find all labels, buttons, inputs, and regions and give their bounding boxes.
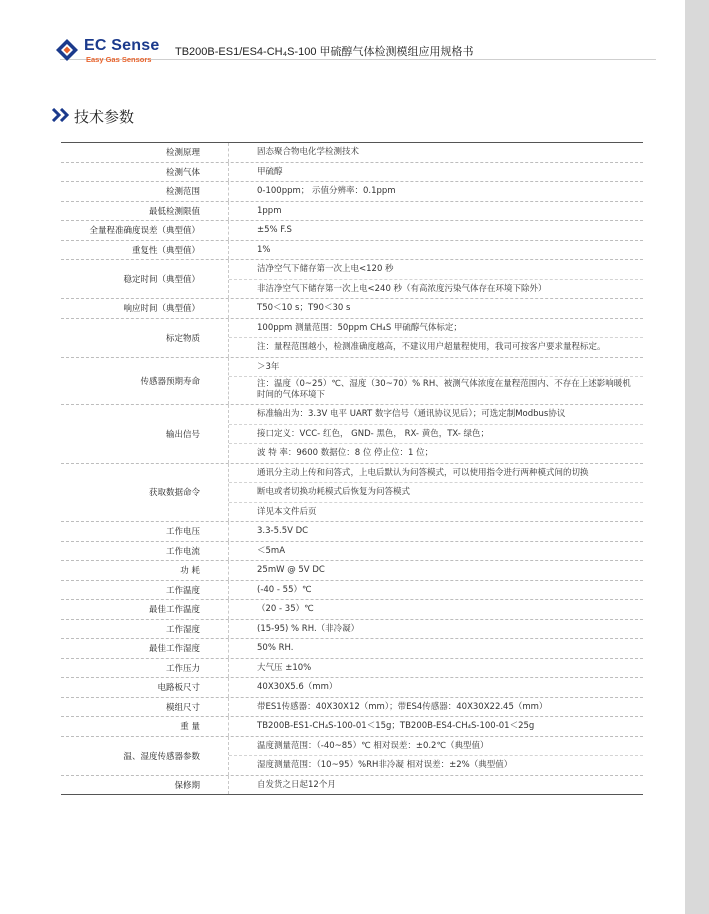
spec-label: 模组尺寸 [61, 698, 229, 717]
spec-row [61, 143, 643, 163]
spec-label: 传感器预期寿命 [61, 358, 229, 405]
spec-table [61, 142, 643, 795]
spec-value: (-40 - 55）℃ [257, 584, 312, 595]
spec-value: 详见本文件后页 [257, 506, 317, 517]
spec-label: 电路板尺寸 [61, 678, 229, 697]
spec-value: 温度测量范围：（-40~85）℃ 相对误差：±0.2℃（典型值） [229, 737, 643, 757]
spec-row [61, 241, 643, 261]
spec-row [61, 620, 643, 640]
brand-name: EC Sense [84, 37, 160, 54]
spec-label: 工作压力 [61, 659, 229, 678]
spec-label: 检测气体 [61, 163, 229, 182]
spec-value: 注：温度（0~25）℃、湿度（30~70）% RH、被测气体浓度在量程范围内、不存在上述影响暖机时间的气体环境下 [257, 379, 631, 400]
spec-label: 输出信号 [61, 405, 229, 463]
spec-row [61, 221, 643, 241]
spec-value: 大气压 ±10% [257, 662, 312, 673]
spec-row [61, 299, 643, 319]
spec-row [61, 260, 643, 299]
spec-value: 3.3-5.5V DC [257, 526, 309, 536]
spec-row [61, 659, 643, 679]
spec-value: 1ppm [257, 205, 282, 216]
spec-row [61, 678, 643, 698]
spec-value: 注：量程范围越小，检测准确度越高，不建议用户超量程使用，我司可按客户要求量程标定。 [257, 342, 606, 352]
section-title: 技术参数 [74, 109, 135, 126]
spec-label: 工作湿度 [61, 620, 229, 639]
spec-label: 工作电压 [61, 522, 229, 541]
spec-row [61, 202, 643, 222]
spec-row [61, 737, 643, 776]
spec-label: 最低检测限值 [61, 202, 229, 221]
spec-value: ＞3年 [229, 358, 643, 378]
spec-label: 重 量 [61, 717, 229, 736]
spec-label: 温、湿度传感器参数 [61, 737, 229, 775]
spec-row [61, 581, 643, 601]
spec-value: 100ppm 测量范围：50ppm CH₄S 甲硫醇气体标定； [229, 319, 643, 339]
spec-value: 带ES1传感器：40X30X12（mm）；带ES4传感器：40X30X22.45（mm） [257, 701, 548, 712]
spec-value: T50＜10 s；T90＜30 s [257, 303, 351, 313]
spec-label: 获取数据命令 [61, 464, 229, 522]
spec-value: 0-100ppm； 示值分辨率：0.1ppm [257, 186, 396, 196]
spec-label: 工作电流 [61, 542, 229, 561]
spec-label: 标定物质 [61, 319, 229, 357]
spec-row [61, 698, 643, 718]
spec-label: 工作温度 [61, 581, 229, 600]
spec-row [61, 639, 643, 659]
spec-value: 接口定义：VCC- 红色， GND- 黑色， RX- 黄色，TX- 绿色； [229, 425, 643, 445]
spec-row [61, 182, 643, 202]
spec-value: TB200B-ES1-CH₄S-100-01＜15g；TB200B-ES4-CH₄S-100-01＜25g [257, 721, 535, 731]
spec-value: 甲硫醇 [257, 166, 283, 177]
document-title: TB200B-ES1/ES4-CH₄S-100 甲硫醇气体检测模组应用规格书 [175, 46, 474, 58]
spec-value: ＜5mA [257, 545, 286, 556]
spec-value: 40X30X5.6（mm） [257, 682, 338, 692]
spec-row [61, 600, 643, 620]
spec-label: 检测范围 [61, 182, 229, 201]
spec-value: 25mW @ 5V DC [257, 565, 325, 575]
spec-row [61, 542, 643, 562]
spec-value: 通讯分主动上传和问答式，上电后默认为问答模式，可以使用指令进行两种模式间的切换 [229, 464, 643, 484]
spec-row [61, 464, 643, 523]
spec-label: 最佳工作温度 [61, 600, 229, 619]
spec-label: 最佳工作湿度 [61, 639, 229, 658]
spec-value: 50% RH. [257, 643, 294, 653]
spec-row [61, 405, 643, 464]
spec-label: 稳定时间（典型值） [61, 260, 229, 298]
spec-value: （20 - 35）℃ [257, 604, 314, 614]
spec-label: 重复性（典型值） [61, 241, 229, 260]
spec-label: 功 耗 [61, 561, 229, 580]
spec-value: ±5% F.S [257, 225, 292, 235]
spec-value: 自发货之日起12个月 [257, 779, 336, 790]
spec-value: 湿度测量范围：（10~95）%RH非冷凝 相对误差：±2%（典型值） [257, 760, 513, 770]
spec-value: 波 特 率：9600 数据位：8 位 停止位：1 位； [257, 448, 434, 458]
spec-value: 标准输出为：3.3V 电平 UART 数字信号（通讯协议见后）；可选定制Modbus协议 [229, 405, 643, 425]
spec-row [61, 561, 643, 581]
spec-row [61, 522, 643, 542]
spec-row [61, 319, 643, 358]
spec-value: 洁净空气下储存第一次上电<120 秒 [229, 260, 643, 280]
spec-value: 非洁净空气下储存第一次上电<240 秒（有高浓度污染气体存在环境下除外） [257, 283, 547, 294]
spec-row [61, 358, 643, 406]
spec-value: 1% [257, 244, 271, 255]
spec-label: 全量程准确度误差（典型值） [61, 221, 229, 240]
brand-tagline: Easy Gas Sensors [86, 55, 152, 64]
page-edge-bar [685, 0, 709, 914]
double-chevron-right-icon [51, 108, 71, 122]
spec-row [61, 163, 643, 183]
spec-label: 保修期 [61, 776, 229, 795]
ec-sense-logo-icon [55, 38, 79, 62]
spec-row [61, 717, 643, 737]
spec-row [61, 776, 643, 795]
spec-value: 固态聚合物电化学检测技术 [257, 147, 360, 157]
spec-label: 检测原理 [61, 143, 229, 162]
spec-value: (15-95) % RH.（非冷凝） [257, 623, 360, 634]
spec-value: 断电或者切换功耗模式后恢复为问答模式 [229, 483, 643, 503]
spec-label: 响应时间（典型值） [61, 299, 229, 318]
